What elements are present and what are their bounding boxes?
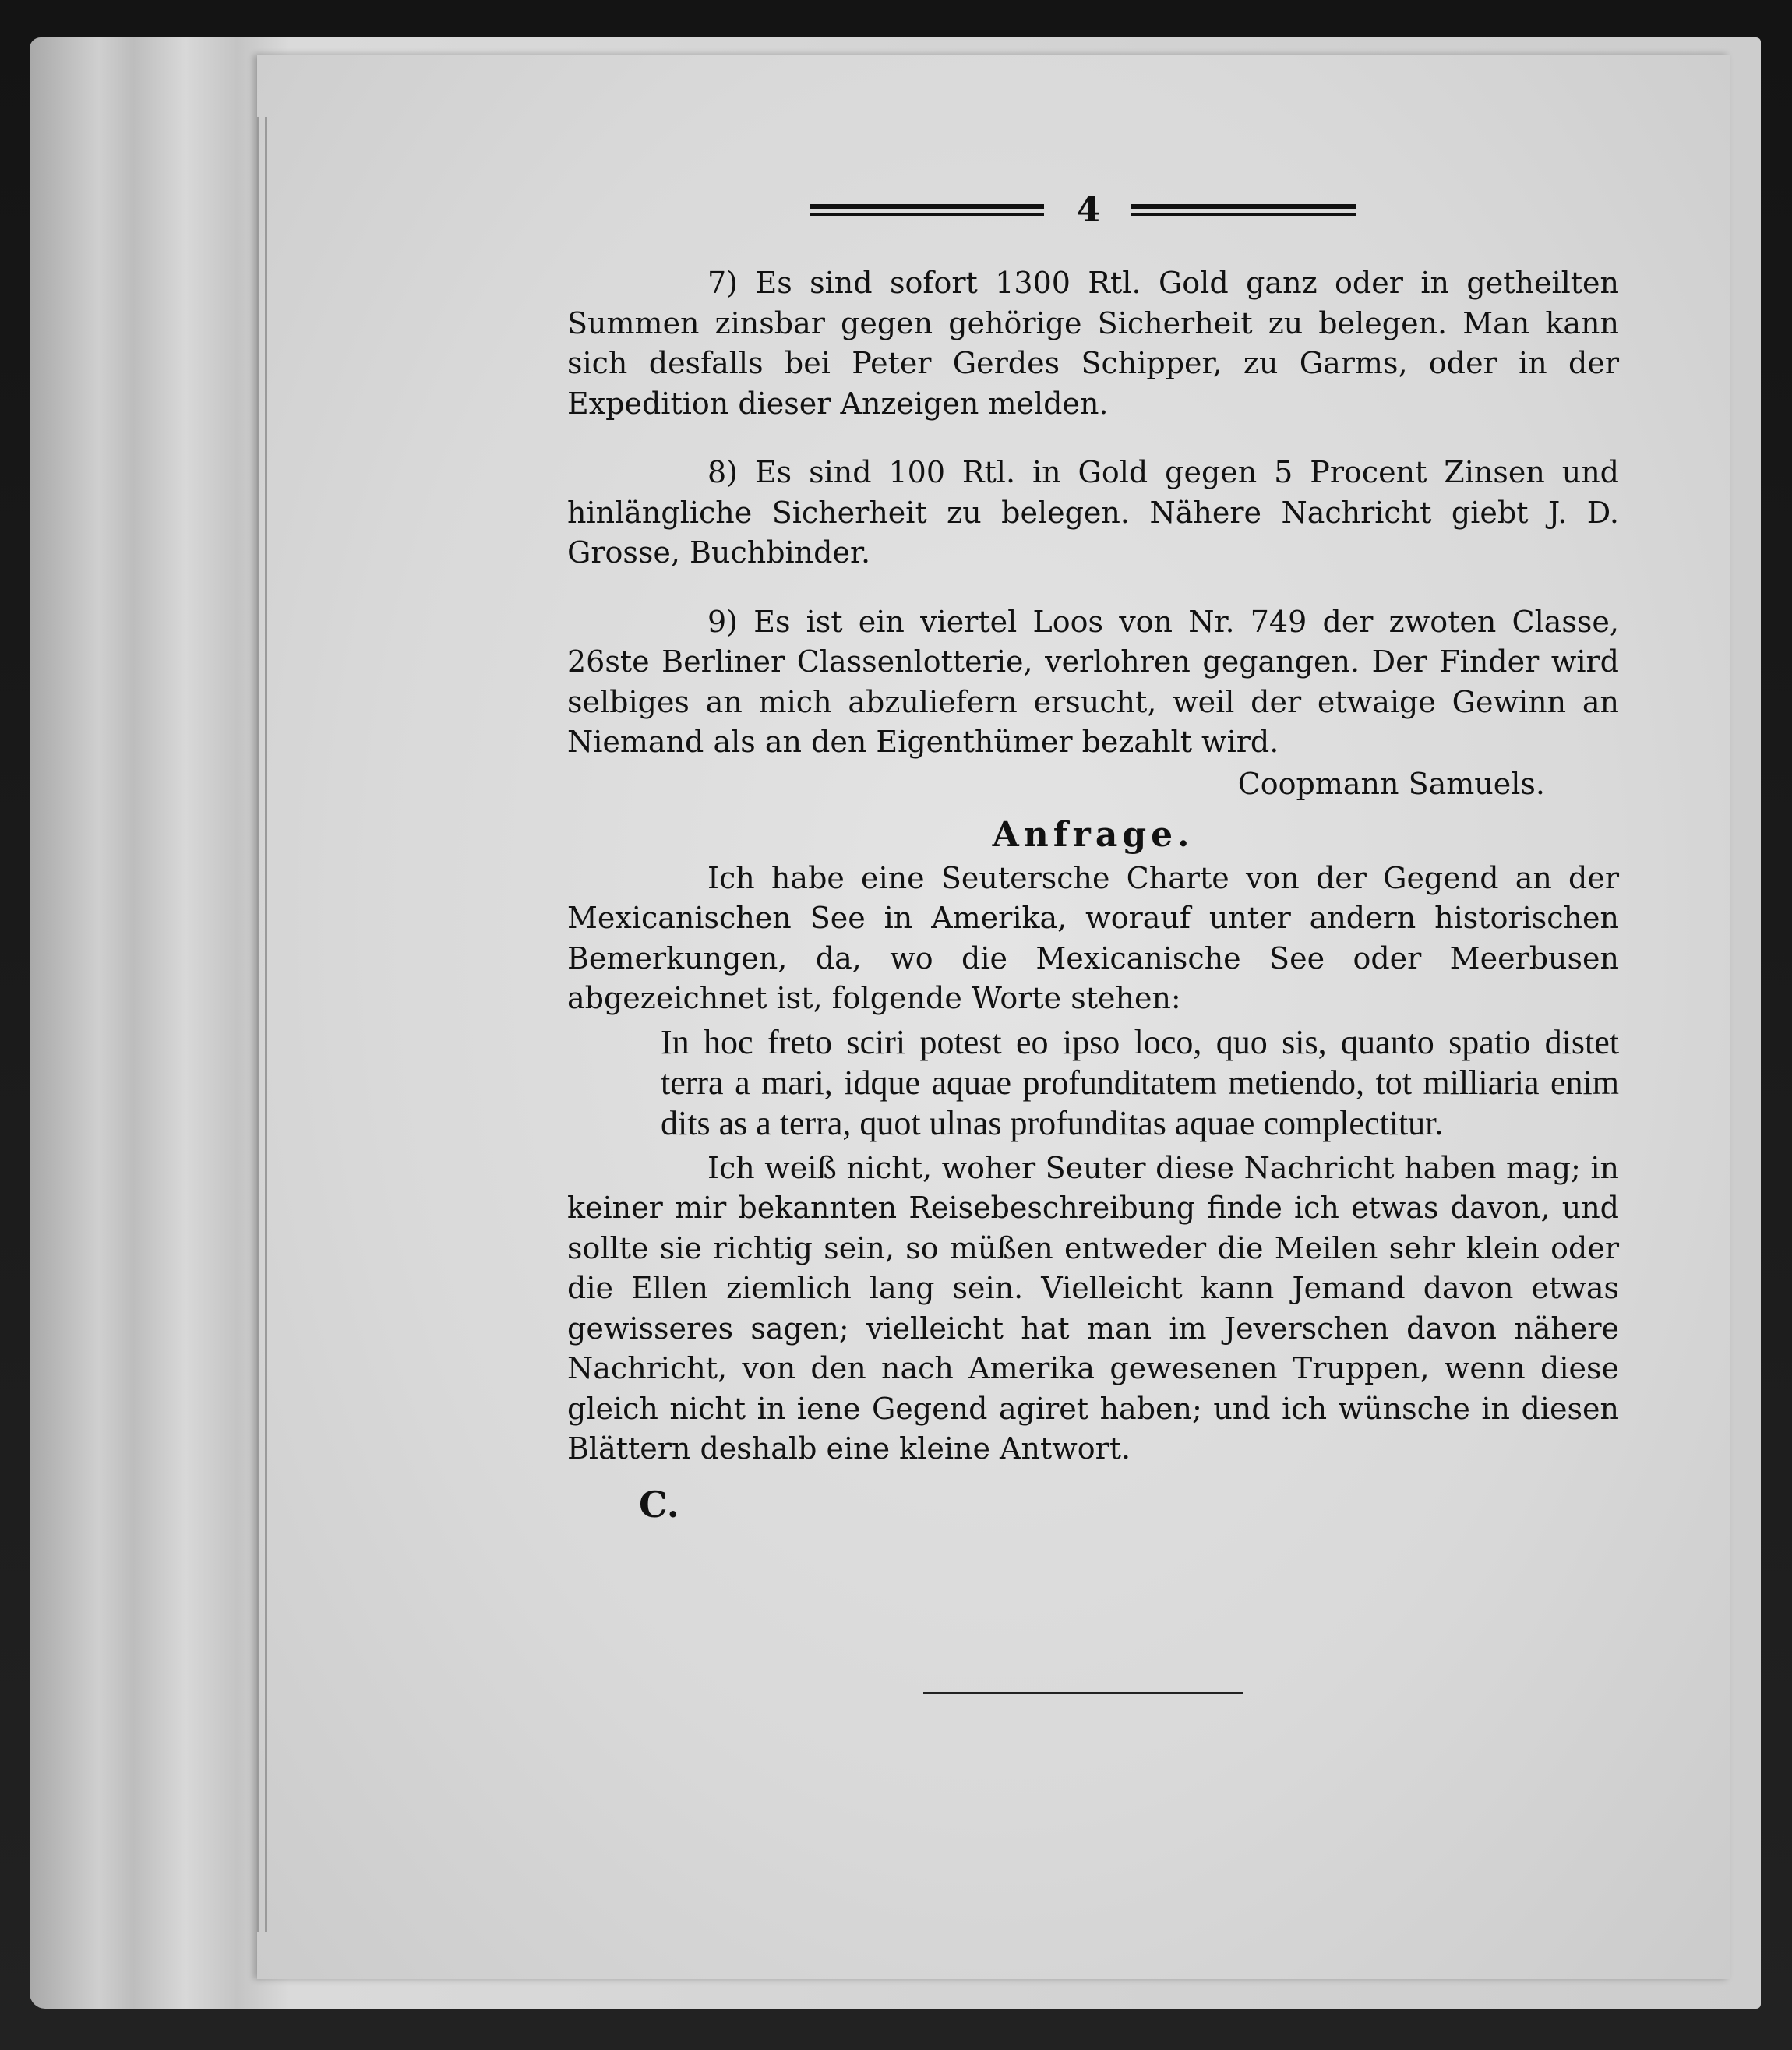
closing-rule (923, 1692, 1243, 1694)
gutter-shadow (265, 117, 267, 1932)
header-rule-left (810, 204, 1044, 216)
author-initial: C. (639, 1483, 679, 1526)
notice-paragraph-8: 8) Es sind 100 Rtl. in Gold gegen 5 Procent Zinsen und hinlängliche Sicherheit zu belegen. Nähere Nachricht giebt J. D. Grosse, Buchbinder. (567, 455, 1619, 570)
header-rule-right (1131, 204, 1356, 216)
page-number: 4 (1076, 190, 1101, 230)
page-header (810, 190, 1356, 232)
latin-quotation: In hoc freto sciri potest eo ipso loco, quo sis, quanto spatio distet terra a mari, idque aquae profunditatem metiendo, tot milliaria enim dits as a terra, quot ulnas profunditas aquae complectitur. (661, 1022, 1619, 1142)
section-heading: Anfrage. (992, 815, 1194, 855)
page-body (567, 263, 1619, 1525)
notice-paragraph-9: 9) Es ist ein viertel Loos von Nr. 749 der zwoten Classe, 26ste Berliner Classenlotterie, verlohren gegangen. Der Finder wird selbiges an mich abzuliefern ersucht, weil der etwaige Gewinn an Niemand als an den Eigenthümer bezahlt wird. (567, 604, 1619, 759)
query-body: Ich weiß nicht, woher Seuter diese Nachricht haben mag; in keiner mir bekannten Reisebeschreibung finde ich etwas davon, und sollte sie richtig sein, so müßen entweder die Meilen sehr klein oder die Ellen ziemlich lang sein. Vielleicht kann Jemand davon etwas gewisseres sagen; vielleicht hat man im Jeverschen davon nähere Nachricht, von den nach Amerika gewesenen Truppen, wenn diese gleich nicht in iene Gegend agiret haben; und ich wünsche in diesen Blättern deshalb eine kleine Antwort. (567, 1150, 1619, 1466)
gutter-shadow (257, 117, 259, 1932)
signature: Coopmann Samuels. (1237, 766, 1545, 801)
notice-paragraph-7: 7) Es sind sofort 1300 Rtl. Gold ganz oder in getheilten Summen zinsbar gegen gehörige Sicherheit zu belegen. Man kann sich desfalls bei Peter Gerdes Schipper, zu Garms, oder in der Expedition dieser Anzeigen melden. (567, 266, 1619, 421)
query-intro: Ich habe eine Seutersche Charte von der Gegend an der Mexicanischen See in Amerika, worauf unter andern historischen Bemerkungen, da, wo die Mexicanische See oder Meerbusen abgezeichnet ist, folgende Worte stehen: (567, 860, 1619, 1015)
